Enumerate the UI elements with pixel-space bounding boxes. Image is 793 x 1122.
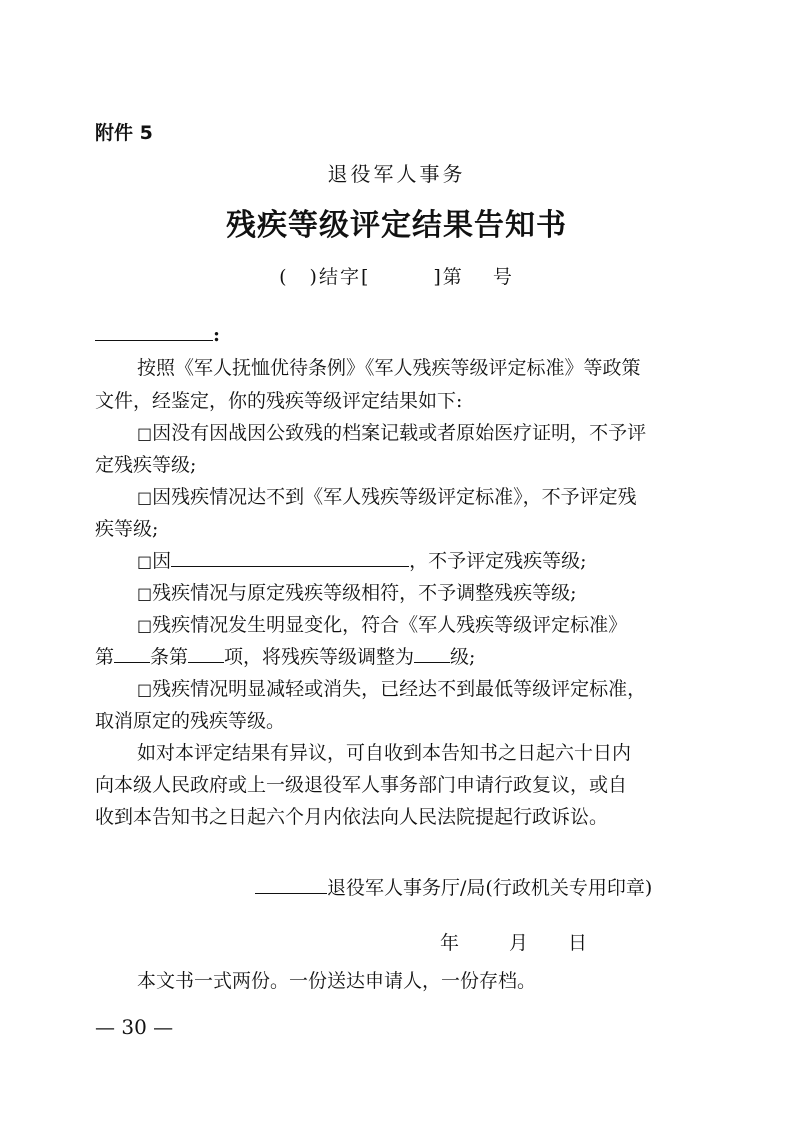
option-6-text: 残疾情况明显减轻或消失，已经达不到最低等级评定标准， [152,678,647,700]
agency-name-blank [255,892,327,894]
option-2-line-1 [137,482,637,509]
checkbox-icon: □ [137,680,153,699]
option-5-line-1 [137,610,627,637]
option-5-part-a: 第 [95,646,115,668]
intro-line-2: 文件，经鉴定，你的残疾等级评定结果如下: [95,390,463,412]
date-month-label: 月 [509,932,529,954]
option-1-text: 因没有因战因公致残的档案记载或者原始医疗证明，不予评 [152,422,647,444]
option-3-suffix: ，不予评定残疾等级; [409,550,587,572]
appeal-line-2: 向本级人民政府或上一级退役军人事务部门申请行政复议，或自 [95,774,628,796]
signature-line [255,873,652,900]
copies-note: 本文书一式两份。一份送达申请人，一份存档。 [137,970,537,992]
checkbox-icon: □ [137,424,153,443]
checkbox-icon: □ [137,488,153,507]
option-3-prefix: 因 [152,550,172,572]
checkbox-icon: □ [137,616,153,635]
date-year-label: 年 [440,932,460,954]
date-day-label: 日 [568,932,588,954]
option-4-text: 残疾情况与原定残疾等级相符，不予调整残疾等级; [152,582,577,604]
option-1-line-2: 定残疾等级; [95,454,197,476]
document-subtitle: 退役军人事务 [327,162,466,186]
option-5-part-b: 条第 [150,646,189,668]
option-3-reason-blank [171,565,409,567]
option-4-line [137,578,577,605]
option-5-text: 残疾情况发生明显变化，符合《军人残疾等级评定标准》 [152,614,628,636]
option-5-part-d: 级; [450,646,476,668]
grade-blank [414,661,450,663]
intro-line-1: 按照《军人抚恤优待条例》《军人残疾等级评定标准》等政策 [137,357,641,379]
recipient-colon: : [213,324,221,346]
recipient-line [95,324,220,346]
date-line [440,928,587,955]
signature-text: 退役军人事务厅/局(行政机关专用印章) [327,877,653,899]
recipient-blank [95,339,213,341]
option-5-part-c: 项，将残疾等级调整为 [224,646,415,668]
article-number-blank [114,661,150,663]
item-number-blank [188,661,224,663]
attachment-label: 附件 5 [95,122,153,144]
checkbox-icon: □ [137,584,153,603]
option-6-line-1 [137,674,646,701]
page-number: — 30 — [95,1015,174,1039]
option-2-text: 因残疾情况达不到《军人残疾等级评定标准》，不予评定残 [152,486,637,508]
option-5-line-2 [95,642,475,669]
document-number: ( )结字[ ]第 号 [279,266,514,288]
option-3-line [137,546,587,573]
option-2-line-2: 疾等级; [95,518,159,540]
appeal-line-3: 收到本告知书之日起六个月内依法向人民法院提起行政诉讼。 [95,806,609,828]
option-1-line-1 [137,418,646,445]
document-title: 残疾等级评定结果告知书 [226,208,567,243]
option-6-line-2: 取消原定的残疾等级。 [95,710,286,732]
appeal-line-1: 如对本评定结果有异议，可自收到本告知书之日起六十日内 [137,742,632,764]
checkbox-icon: □ [137,552,153,571]
